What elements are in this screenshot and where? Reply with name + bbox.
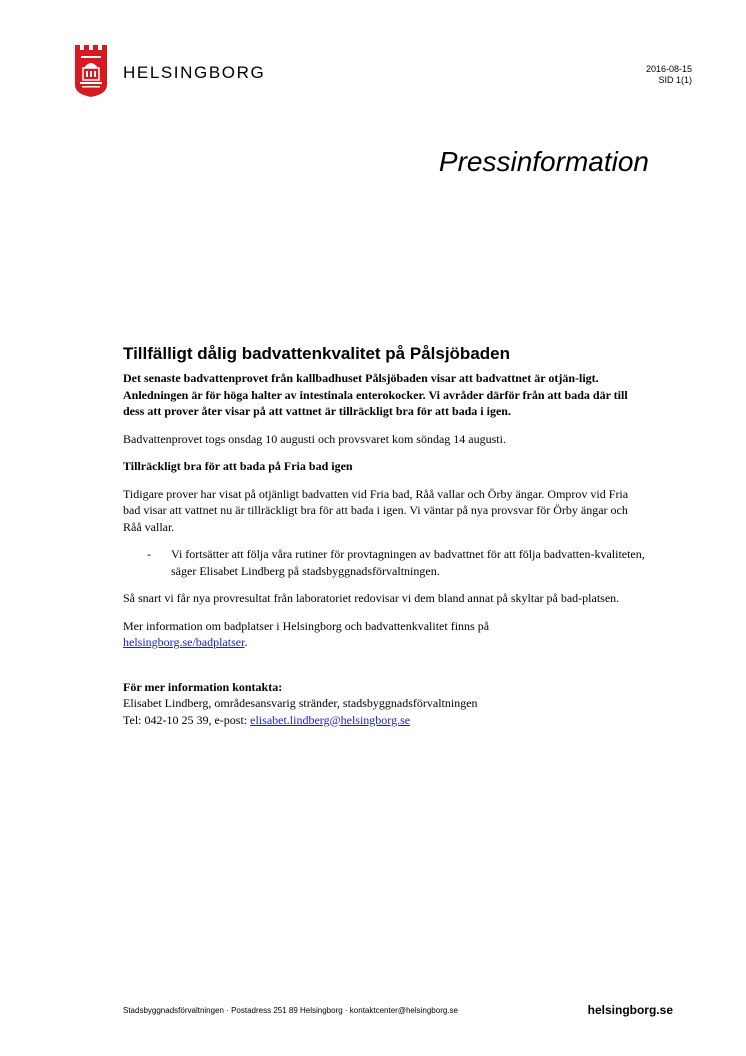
brand-name: HELSINGBORG xyxy=(123,63,266,82)
contact-person: Elisabet Lindberg, områdesansvarig stränder, stadsbyggnadsförvaltningen xyxy=(123,696,478,710)
contact-details xyxy=(123,712,648,729)
quote-dash: - xyxy=(147,547,151,561)
helsingborg-crest-icon xyxy=(74,44,108,98)
page-number: SID 1(1) xyxy=(658,75,692,85)
badplatser-link[interactable]: helsingborg.se/badplatser xyxy=(123,635,245,649)
more-info-text: Mer information om badplatser i Helsingborg och badvattenkvalitet finns på xyxy=(123,618,490,633)
contact-block xyxy=(123,679,648,729)
document-meta xyxy=(646,64,692,86)
article-lead: Det senaste badvattenprovet från kallbadhuset Pålsjöbaden visar att badvattnet är otjän-ligt. Anledningen är för höga halter av intestinala enterokocker. Vi avråder därför från att bada där till dess att prover åter visar på att vattnet är tillräckligt bra för att bada i igen. xyxy=(123,371,628,418)
article-paragraph: Tidigare prover har visat på otjänligt badvatten vid Fria bad, Råå vallar och Örby ängar. Omprov vid Fria bad visar att vattnet nu är tillräckligt bra för att bada i igen. Vi väntar på nya provsvar för Örby ängar och Råå vallar. xyxy=(123,486,629,534)
article-subheading: Tillräckligt bra för att bada på Fria bad igen xyxy=(123,459,353,473)
more-info-end: . xyxy=(244,635,248,649)
article xyxy=(123,344,648,728)
contact-heading: För mer information kontakta: xyxy=(123,679,283,694)
contact-phone: Tel: 042-10 25 39, e-post: xyxy=(123,712,251,727)
contact-email-link[interactable]: elisabet.lindberg@helsingborg.se xyxy=(250,712,411,727)
article-paragraph: Badvattenprovet togs onsdag 10 augusti och provsvaret kom söndag 14 augusti. xyxy=(123,431,506,446)
document-type-title: Pressinformation xyxy=(438,146,649,177)
footer-website: helsingborg.se xyxy=(587,1003,673,1017)
article-quote xyxy=(147,546,648,579)
article-paragraph-more-info xyxy=(123,618,648,651)
footer-address: Stadsbyggnadsförvaltningen · Postadress 251 89 Helsingborg · kontaktcenter@helsingborg.se xyxy=(123,1006,458,1015)
article-headline: Tillfälligt dålig badvattenkvalitet på Pålsjöbaden xyxy=(123,344,510,363)
document-date: 2016-08-15 xyxy=(645,64,692,74)
article-paragraph: Så snart vi får nya provresultat från laboratoriet redovisar vi dem bland annat på skyltar på bad-platsen. xyxy=(123,591,620,605)
quote-text: Vi fortsätter att följa våra rutiner för provtagningen av badvattnet för att följa badvatten-kvaliteten, säger Elisabet Lindberg på stadsbyggnadsförvaltningen. xyxy=(171,547,645,578)
